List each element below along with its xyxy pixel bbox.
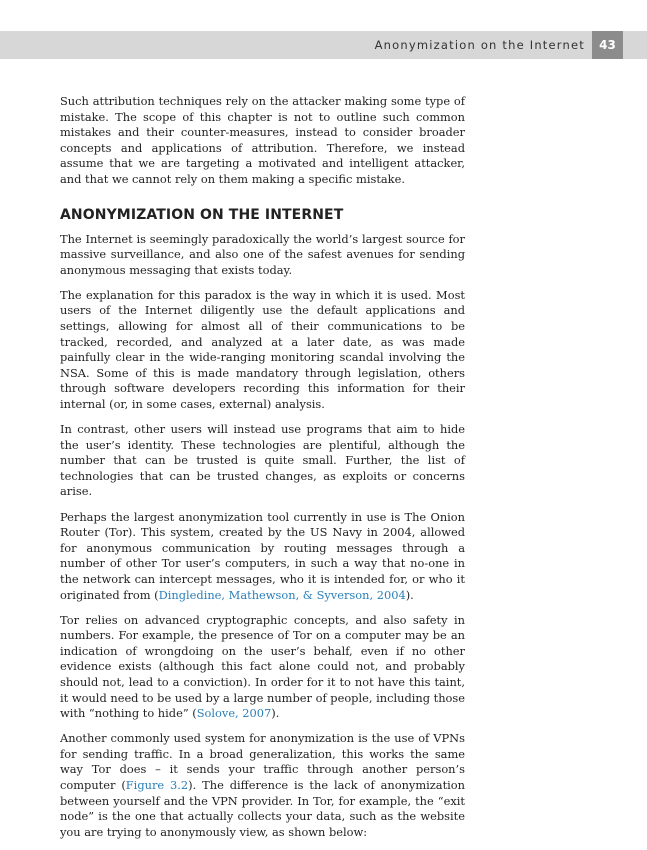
running-title: Anonymization on the Internet (374, 38, 585, 52)
paragraph-6-end: ). The difference is the lack of anonymization between yourself and the VPN provider. In Tor, for example, the “exit node” is the one that actually collects your data, such as the website you are trying to anonymously view, as shown below: (60, 778, 465, 839)
citation-link-solove[interactable]: Solove, 2007 (196, 706, 272, 721)
paragraph-4-text: Perhaps the largest anonymization tool currently in use is The Onion Router (Tor). This system, created by the US Navy in 2004, allowed for anonymous communication by routing messages through a number of other Tor user’s computers, in such a way that no-one in the network can intercept messages, who it is intended for, or who it originated from ( (60, 509, 465, 602)
paragraph-1: The Internet is seemingly paradoxically the world’s largest source for massive surveillance, and also one of the safest avenues for sending anonymous messaging that exists today. (60, 231, 465, 277)
figure-link[interactable]: Figure 3.2 (125, 778, 189, 793)
paragraph-6 (60, 731, 465, 840)
paragraph-5 (60, 613, 465, 722)
paragraph-5-text: Tor relies on advanced cryptographic concepts, and also safety in numbers. For example, the presence of Tor on a computer may be an indication of wrongdoing on the user’s behalf, even if no other evidence exists (although this fact alone could not, and probably should not, lead to a conviction). In order for it to not have this taint, it would need to be used by a large number of people, including those with “nothing to hide” ( (60, 612, 465, 721)
paragraph-4-end: ). (405, 587, 414, 602)
paragraph-3: In contrast, other users will instead use programs that aim to hide the user’s identity. These technologies are plentiful, although the number that can be trusted is quite small. Further, the list of technologies that can be trusted changes, as exploits or concerns arise. (60, 422, 465, 499)
page-content (60, 94, 465, 850)
section-heading: ANONYMIZATION ON THE INTERNET (60, 206, 344, 223)
paragraph-2: The explanation for this paradox is the way in which it is used. Most users of the Internet diligently use the default applications and settings, allowing for almost all of their communications to be tracked, recorded, and analyzed at a later date, as was made painfully clear in the wide-ranging monitoring scandal involving the NSA. Some of this is made mandatory through legislation, others through software developers recording this information for their internal (or, in some cases, external) analysis. (60, 287, 465, 411)
paragraph-5-end: ). (271, 706, 280, 721)
paragraph-4 (60, 510, 465, 604)
paragraph-6-text: Another commonly used system for anonymization is the use of VPNs for sending traffic. In a broad generalization, this works the same way Tor does – it sends your traffic through another person’s computer ( (60, 731, 465, 793)
page-number: 43 (592, 31, 623, 59)
citation-link-dingledine[interactable]: Dingledine, Mathewson, & Syverson, 2004 (158, 587, 406, 602)
intro-paragraph: Such attribution techniques rely on the attacker making some type of mistake. The scope of this chapter is not to outline such common mistakes and their counter-measures, instead to consider broader concepts and applications of attribution. Therefore, we instead assume that we are targeting a motivated and intelligent attacker, and that we cannot rely on them making a specific mistake. (60, 94, 465, 186)
